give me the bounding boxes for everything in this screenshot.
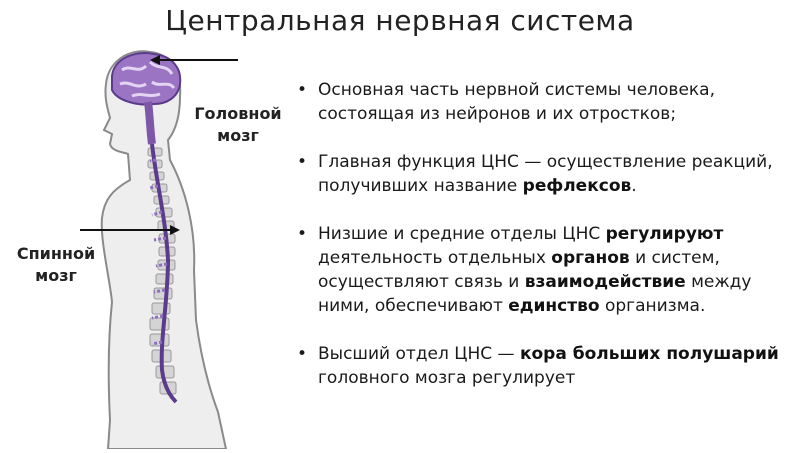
bullet-item (296, 150, 796, 198)
spinal-cord-label: Спинной мозг (16, 244, 96, 285)
bullet-text: деятельность отдельных (318, 248, 552, 268)
bullet-text: Высший отдел ЦНС — (318, 344, 520, 364)
bullet-item (296, 342, 796, 390)
bullet-text: между ними, обеспечивают (318, 272, 752, 316)
emphasized-term: кора больших полушарий (519, 344, 779, 364)
emphasized-term: органов (551, 248, 630, 268)
anatomy-figure (0, 40, 300, 449)
bullet-text: . (631, 176, 637, 196)
bullet-text: Основная часть нервной системы человека, состоящая из нейронов и их отростков; (318, 80, 716, 124)
bullet-marker: • (296, 344, 308, 364)
bullet-marker: • (296, 80, 308, 100)
brain-label: Головной мозг (194, 104, 282, 145)
bullet-list (296, 78, 796, 414)
emphasized-term: регулируют (605, 224, 724, 244)
bullet-text: и систем, осуществляют связь и (318, 248, 720, 292)
slide-title: Центральная нервная система (165, 4, 635, 37)
bullet-text: Главная функция ЦНС — осуществление реакций, получивших название (318, 152, 773, 196)
brainstem (148, 102, 152, 144)
bullet-item (296, 78, 796, 126)
bullet-marker: • (296, 224, 308, 244)
bullet-text: Низшие и средние отделы ЦНС (318, 224, 606, 244)
bullet-marker: • (296, 152, 308, 172)
bullet-text: организма. (599, 296, 706, 316)
emphasized-term: рефлексов (522, 176, 632, 196)
bullet-item (296, 222, 796, 318)
bullet-text: головного мозга регулирует (318, 368, 576, 388)
emphasized-term: единство (508, 296, 600, 316)
emphasized-term: взаимодействие (524, 272, 686, 292)
